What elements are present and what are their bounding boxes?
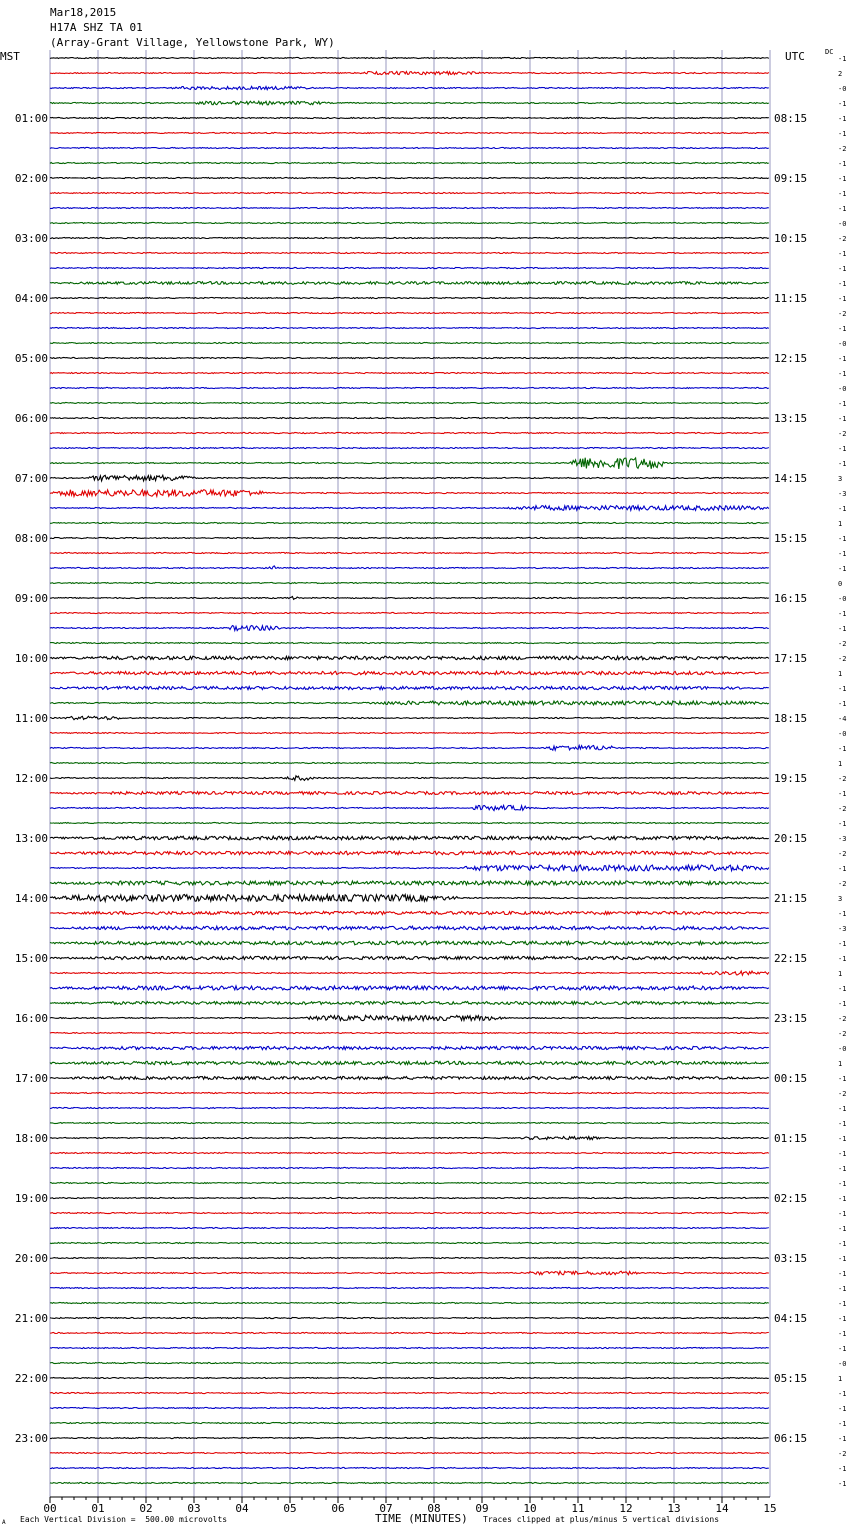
- x-axis-title: TIME (MINUTES): [375, 1512, 468, 1525]
- dc-offset-label: 1: [838, 1375, 843, 1383]
- left-hour-label: 05:00: [14, 352, 48, 365]
- trace-line: [50, 671, 769, 674]
- trace-line: [50, 490, 769, 497]
- dc-offset-label: -1: [838, 1105, 847, 1113]
- left-hour-label: 22:00: [14, 1372, 48, 1385]
- dc-offset-label: -1: [838, 1210, 847, 1218]
- left-hour-label: 11:00: [14, 712, 48, 725]
- trace-line: [50, 192, 769, 193]
- trace-line: [50, 716, 769, 719]
- dc-offset-label: -3: [838, 925, 847, 933]
- trace-line: [50, 1227, 769, 1228]
- dc-offset-label: -1: [838, 1330, 847, 1338]
- left-hour-label: 15:00: [14, 952, 48, 965]
- trace-line: [50, 372, 769, 373]
- dc-offset-label: -1: [838, 460, 847, 468]
- right-hour-label: 09:15: [774, 172, 808, 185]
- dc-offset-label: -1: [838, 1285, 847, 1293]
- trace-line: [50, 1002, 769, 1005]
- dc-offset-label: -1: [838, 280, 847, 288]
- dc-offset-label: -1: [838, 115, 847, 123]
- dc-offset-label: -2: [838, 1015, 847, 1023]
- x-tick-label: 04: [235, 1502, 249, 1515]
- trace-line: [50, 926, 769, 930]
- dc-offset-label: -1: [838, 550, 847, 558]
- trace-line: [50, 762, 769, 763]
- trace-line: [50, 537, 769, 538]
- trace-line: [50, 86, 769, 89]
- dc-offset-label: -3: [838, 490, 847, 498]
- trace-line: [50, 732, 769, 733]
- trace-line: [50, 865, 769, 871]
- x-tick-label: 09: [475, 1502, 489, 1515]
- dc-offset-label: -1: [838, 295, 847, 303]
- trace-line: [50, 956, 769, 959]
- trace-line: [50, 267, 769, 268]
- dc-offset-label: -1: [838, 1120, 847, 1128]
- trace-line: [50, 1302, 769, 1303]
- trace-line: [50, 971, 769, 975]
- trace-line: [50, 1271, 769, 1275]
- dc-offset-label: -1: [838, 250, 847, 258]
- dc-offset-label: -0: [838, 340, 847, 348]
- left-hour-label: 03:00: [14, 232, 48, 245]
- dc-offset-label: -1: [838, 265, 847, 273]
- trace-lines: [50, 57, 769, 1483]
- dc-offset-label: 3: [838, 895, 843, 903]
- dc-offset-label: -1: [838, 820, 847, 828]
- dc-offset-label: -1: [838, 130, 847, 138]
- dc-offset-label: -1: [838, 415, 847, 423]
- right-hour-label: 01:15: [774, 1132, 808, 1145]
- right-hour-label: 05:15: [774, 1372, 808, 1385]
- x-tick-label: 00: [43, 1502, 57, 1515]
- x-tick-label: 14: [715, 1502, 729, 1515]
- dc-offset-label: -1: [838, 745, 847, 753]
- dc-offset-label: -1: [838, 685, 847, 693]
- trace-line: [50, 327, 769, 328]
- dc-offset-label: -1: [838, 1420, 847, 1428]
- dc-offset-label: -2: [838, 775, 847, 783]
- dc-offset-label: -1: [838, 400, 847, 408]
- trace-line: [50, 986, 769, 990]
- left-hour-label: 20:00: [14, 1252, 48, 1265]
- right-hour-label: 16:15: [774, 592, 808, 605]
- trace-line: [50, 1197, 769, 1198]
- dc-offset-label: -2: [838, 640, 847, 648]
- left-timezone-label: MST: [0, 50, 20, 63]
- dc-offset-label: -1: [838, 355, 847, 363]
- station-location: (Array-Grant Village, Yellowstone Park, WY): [50, 36, 335, 49]
- trace-line: [50, 1061, 769, 1064]
- trace-line: [50, 1482, 769, 1483]
- dc-offset-label: -2: [838, 1450, 847, 1458]
- right-hour-label: 06:15: [774, 1432, 808, 1445]
- trace-line: [50, 282, 769, 285]
- right-hour-label: 08:15: [774, 112, 808, 125]
- dc-offset-label: 2: [838, 70, 843, 78]
- station-code: H17A SHZ TA 01: [50, 21, 143, 34]
- trace-line: [50, 1046, 769, 1049]
- dc-offset-label: -2: [838, 880, 847, 888]
- dc-offset-label: 3: [838, 475, 843, 483]
- left-hour-label: 08:00: [14, 532, 48, 545]
- dc-offset-label: -0: [838, 220, 847, 228]
- right-hour-label: 22:15: [774, 952, 808, 965]
- dc-offset-label: -1: [838, 1195, 847, 1203]
- dc-offset-label: -0: [838, 85, 847, 93]
- trace-line: [50, 1407, 769, 1408]
- trace-line: [50, 1347, 769, 1348]
- trace-line: [50, 101, 769, 105]
- trace-line: [50, 566, 769, 569]
- trace-line: [50, 1452, 769, 1453]
- trace-line: [50, 177, 769, 178]
- dc-label: DC: [825, 48, 834, 56]
- left-hour-label: 10:00: [14, 652, 48, 665]
- trace-line: [50, 447, 769, 448]
- trace-line: [50, 1107, 769, 1108]
- right-hour-label: 19:15: [774, 772, 808, 785]
- trace-line: [50, 626, 769, 631]
- dc-offset-label: -2: [838, 310, 847, 318]
- dc-offset-label: -2: [838, 145, 847, 153]
- trace-line: [50, 656, 769, 660]
- dc-offset-label: -2: [838, 1090, 847, 1098]
- trace-line: [50, 582, 769, 583]
- right-hour-label: 17:15: [774, 652, 808, 665]
- trace-line: [50, 297, 769, 298]
- trace-line: [50, 222, 769, 223]
- trace-line: [50, 162, 769, 163]
- dc-offset-label: -1: [838, 1000, 847, 1008]
- clip-note: Traces clipped at plus/minus 5 vertical divisions: [483, 1515, 720, 1524]
- dc-offset-label: -1: [838, 700, 847, 708]
- dc-offset-label: -0: [838, 1360, 847, 1368]
- dc-offset-label: -1: [838, 565, 847, 573]
- trace-line: [50, 805, 769, 810]
- right-hour-label: 03:15: [774, 1252, 808, 1265]
- footer-mark: A: [2, 1519, 6, 1526]
- right-hour-label: 10:15: [774, 232, 808, 245]
- dc-offset-label: -2: [838, 430, 847, 438]
- right-hour-label: 12:15: [774, 352, 808, 365]
- right-hour-label: 04:15: [774, 1312, 808, 1325]
- left-hour-label: 18:00: [14, 1132, 48, 1145]
- right-hour-label: 20:15: [774, 832, 808, 845]
- trace-line: [50, 357, 769, 358]
- right-hour-label: 21:15: [774, 892, 808, 905]
- trace-line: [50, 612, 769, 613]
- trace-line: [50, 911, 769, 914]
- trace-line: [50, 522, 769, 523]
- x-tick-label: 06: [331, 1502, 345, 1515]
- x-tick-label: 11: [571, 1502, 585, 1515]
- left-hour-label: 17:00: [14, 1072, 48, 1085]
- dc-offset-label: -4: [838, 715, 847, 723]
- dc-offset-label: -1: [838, 445, 847, 453]
- x-tick-label: 08: [427, 1502, 441, 1515]
- trace-line: [50, 701, 769, 705]
- trace-line: [50, 132, 769, 133]
- trace-line: [50, 1317, 769, 1318]
- trace-line: [50, 475, 769, 481]
- left-hour-label: 01:00: [14, 112, 48, 125]
- dc-offset-label: -1: [838, 1075, 847, 1083]
- trace-line: [50, 1032, 769, 1033]
- trace-line: [50, 506, 769, 511]
- trace-line: [50, 851, 769, 855]
- dc-offset-label: -1: [838, 910, 847, 918]
- trace-line: [50, 1137, 769, 1140]
- trace-line: [50, 1422, 769, 1423]
- dc-offset-label: -1: [838, 1300, 847, 1308]
- dc-offset-label: 1: [838, 970, 843, 978]
- dc-offset-label: 1: [838, 1060, 843, 1068]
- left-hour-label: 04:00: [14, 292, 48, 305]
- left-hour-label: 16:00: [14, 1012, 48, 1025]
- dc-offset-label: -1: [838, 370, 847, 378]
- trace-line: [50, 895, 769, 902]
- trace-line: [50, 342, 769, 343]
- dc-offset-label: -0: [838, 385, 847, 393]
- right-hour-label: 13:15: [774, 412, 808, 425]
- trace-line: [50, 402, 769, 403]
- dc-offset-label: -1: [838, 505, 847, 513]
- trace-line: [50, 1377, 769, 1378]
- trace-line: [50, 207, 769, 208]
- trace-line: [50, 552, 769, 553]
- left-hour-label: 12:00: [14, 772, 48, 785]
- trace-line: [50, 596, 769, 599]
- dc-offset-label: -1: [838, 1390, 847, 1398]
- dc-offset-label: -1: [838, 160, 847, 168]
- trace-line: [50, 312, 769, 313]
- trace-line: [50, 642, 769, 643]
- dc-offset-label: -1: [838, 1255, 847, 1263]
- trace-line: [50, 686, 769, 689]
- x-tick-label: 12: [619, 1502, 633, 1515]
- dc-offset-label: -1: [838, 1150, 847, 1158]
- x-tick-label: 13: [667, 1502, 681, 1515]
- trace-line: [50, 387, 769, 388]
- dc-offset-label: -1: [838, 1165, 847, 1173]
- trace-line: [50, 836, 769, 840]
- trace-line: [50, 237, 769, 238]
- dc-offset-label: -1: [838, 1225, 847, 1233]
- dc-offset-label: -0: [838, 1045, 847, 1053]
- left-hour-label: 07:00: [14, 472, 48, 485]
- dc-offset-label: -0: [838, 730, 847, 738]
- trace-line: [50, 1467, 769, 1468]
- right-hour-label: 00:15: [774, 1072, 808, 1085]
- trace-line: [50, 1287, 769, 1288]
- right-timezone-label: UTC: [785, 50, 805, 63]
- dc-offset-label: 1: [838, 670, 843, 678]
- trace-line: [50, 1257, 769, 1258]
- trace-line: [50, 1167, 769, 1168]
- dc-offset-label: -2: [838, 235, 847, 243]
- trace-line: [50, 1332, 769, 1333]
- trace-line: [50, 1212, 769, 1213]
- trace-line: [50, 776, 769, 781]
- dc-offset-label: -1: [838, 940, 847, 948]
- dc-offset-label: -1: [838, 100, 847, 108]
- trace-line: [50, 1092, 769, 1093]
- trace-line: [50, 57, 769, 58]
- dc-offset-label: -1: [838, 55, 847, 63]
- right-hour-label: 23:15: [774, 1012, 808, 1025]
- right-hour-label: 11:15: [774, 292, 808, 305]
- left-hour-label: 09:00: [14, 592, 48, 605]
- dc-offset-label: -1: [838, 1240, 847, 1248]
- dc-offset-label: -1: [838, 1405, 847, 1413]
- dc-offset-label: -1: [838, 325, 847, 333]
- dc-offset-label: -1: [838, 865, 847, 873]
- trace-line: [50, 746, 769, 751]
- trace-line: [50, 117, 769, 118]
- scale-note: Each Vertical Division = 500.00 microvolts: [20, 1515, 228, 1524]
- trace-line: [50, 1015, 769, 1020]
- x-tick-label: 02: [139, 1502, 153, 1515]
- trace-line: [50, 1392, 769, 1393]
- dc-offset-label: -1: [838, 985, 847, 993]
- trace-line: [50, 1122, 769, 1123]
- dc-offset-label: -1: [838, 1465, 847, 1473]
- dc-offset-label: -1: [838, 955, 847, 963]
- trace-line: [50, 1152, 769, 1153]
- trace-line: [50, 147, 769, 148]
- trace-line: [50, 941, 769, 945]
- trace-line: [50, 1182, 769, 1183]
- trace-line: [50, 881, 769, 885]
- left-hour-label: 02:00: [14, 172, 48, 185]
- dc-offset-label: -1: [838, 1480, 847, 1488]
- dc-offset-label: -3: [838, 835, 847, 843]
- dc-offset-label: -2: [838, 655, 847, 663]
- dc-offset-label: -1: [838, 535, 847, 543]
- dc-offset-label: 0: [838, 580, 843, 588]
- dc-offset-label: -2: [838, 1030, 847, 1038]
- dc-offset-label: -0: [838, 595, 847, 603]
- trace-line: [50, 417, 769, 418]
- x-tick-label: 15: [763, 1502, 777, 1515]
- dc-offset-label: -1: [838, 1345, 847, 1353]
- left-hour-label: 14:00: [14, 892, 48, 905]
- left-hour-label: 13:00: [14, 832, 48, 845]
- x-tick-label: 05: [283, 1502, 297, 1515]
- left-hour-label: 23:00: [14, 1432, 48, 1445]
- right-hour-label: 15:15: [774, 532, 808, 545]
- dc-offset-label: 1: [838, 520, 843, 528]
- dc-offset-label: -1: [838, 1435, 847, 1443]
- x-tick-label: 07: [379, 1502, 393, 1515]
- chart-date: Mar18,2015: [50, 6, 117, 19]
- dc-offset-label: -1: [838, 1315, 847, 1323]
- dc-offset-label: -1: [838, 190, 847, 198]
- dc-offset-label: -1: [838, 1180, 847, 1188]
- dc-offset-label: -1: [838, 1135, 847, 1143]
- dc-offset-label: -1: [838, 1270, 847, 1278]
- x-tick-label: 01: [91, 1502, 105, 1515]
- right-hour-label: 14:15: [774, 472, 808, 485]
- dc-offset-label: -1: [838, 610, 847, 618]
- dc-offset-label: -1: [838, 790, 847, 798]
- x-tick-label: 03: [187, 1502, 201, 1515]
- trace-line: [50, 1242, 769, 1243]
- trace-line: [50, 792, 769, 795]
- trace-line: [50, 1077, 769, 1080]
- trace-line: [50, 822, 769, 823]
- dc-offset-label: -1: [838, 175, 847, 183]
- trace-line: [50, 71, 769, 74]
- left-hour-label: 19:00: [14, 1192, 48, 1205]
- dc-offset-label: -2: [838, 850, 847, 858]
- dc-offset-label: -2: [838, 805, 847, 813]
- dc-offset-label: -1: [838, 625, 847, 633]
- trace-line: [50, 1437, 769, 1438]
- left-hour-label: 21:00: [14, 1312, 48, 1325]
- left-hour-label: 06:00: [14, 412, 48, 425]
- right-hour-label: 02:15: [774, 1192, 808, 1205]
- trace-line: [50, 432, 769, 433]
- x-tick-label: 10: [523, 1502, 537, 1515]
- trace-line: [50, 252, 769, 253]
- trace-line: [50, 1362, 769, 1363]
- trace-line: [50, 458, 769, 469]
- dc-offset-label: 1: [838, 760, 843, 768]
- dc-offset-label: -1: [838, 205, 847, 213]
- right-hour-label: 18:15: [774, 712, 808, 725]
